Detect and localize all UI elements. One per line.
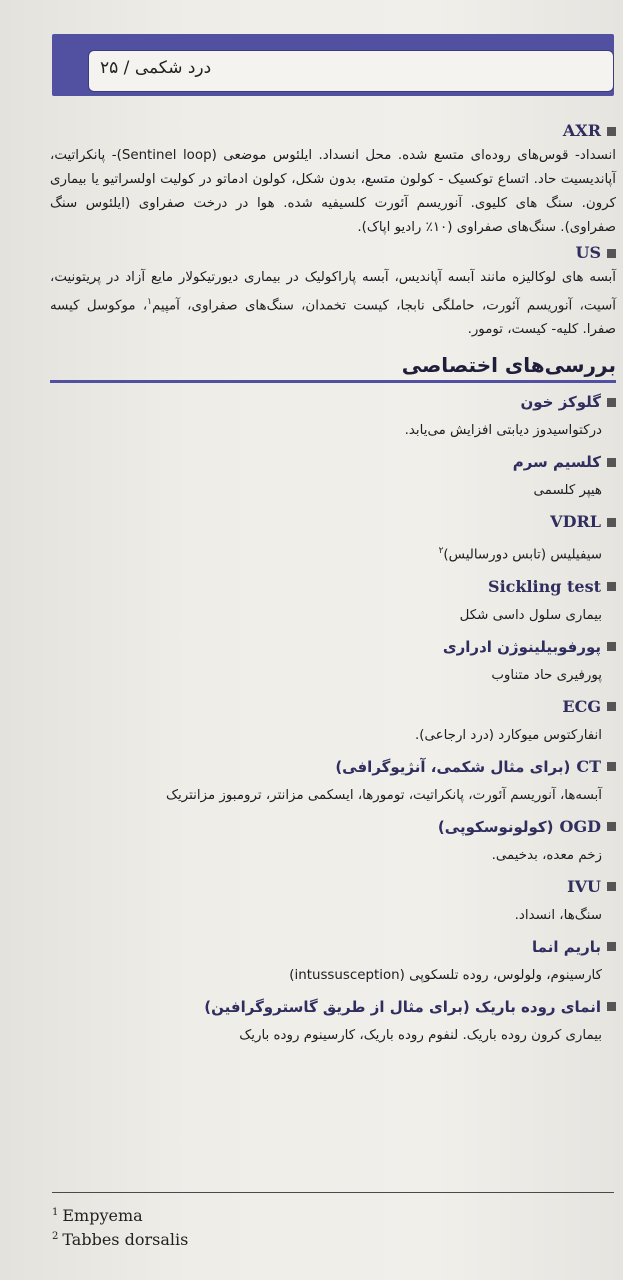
square-bullet-icon [607, 942, 616, 951]
item-heading [50, 814, 616, 840]
section-axr-label: AXR [562, 121, 601, 140]
item-text: پورفیری حاد متناوب [491, 667, 602, 683]
item-text: بیماری کرون روده باریک. لنفوم روده باریک، کارسینوم روده باریک [239, 1027, 602, 1043]
section-us-text [50, 266, 616, 342]
item-text: کارسینوم، ولولوس، روده تلسکوپی (intussusception) [289, 967, 602, 983]
footnote-divider [52, 1192, 614, 1193]
footnote-2 [52, 1230, 188, 1249]
item-label: IVU [567, 876, 601, 896]
list-item [50, 449, 616, 503]
item-heading [50, 874, 616, 900]
square-bullet-icon [607, 882, 616, 891]
list-item [50, 994, 616, 1048]
square-bullet-icon [607, 398, 616, 407]
item-label: پورفوبیلینوژن ادراری [442, 637, 601, 656]
us-text-after: ، موکوسل کیسه صفرا. کلیه- کیست، تومور. [50, 298, 616, 338]
item-heading [50, 934, 616, 960]
item-label: ECG [562, 696, 601, 716]
item-label-extra: (برای مثال شکمی، آنژیوگرافی) [335, 757, 571, 776]
item-label: کلسیم سرم [512, 453, 601, 472]
item-text: انفارکتوس میوکارد (درد ارجاعی). [414, 727, 602, 743]
footnote-text: Empyema [62, 1206, 143, 1225]
item-text: سنگ‌ها، انسداد. [514, 907, 602, 923]
item-label-extra: (کولونوسکوپی) [437, 817, 554, 836]
running-header [100, 58, 211, 78]
item-label: انمای روده باریک (برای مثال از طریق گاستروگرافین) [204, 997, 601, 1016]
square-bullet-icon [607, 458, 616, 467]
item-heading [50, 509, 616, 535]
square-bullet-icon [607, 702, 616, 711]
list-item [50, 874, 616, 928]
footnote-number: 2 [52, 1230, 59, 1242]
item-heading [50, 389, 616, 415]
section-axr-heading [50, 118, 616, 144]
item-label: باریم انما [532, 937, 601, 956]
square-bullet-icon [607, 762, 616, 771]
square-bullet-icon [607, 1002, 616, 1011]
square-bullet-icon [607, 518, 616, 527]
list-item [50, 509, 616, 567]
square-bullet-icon [607, 249, 616, 258]
item-heading [50, 574, 616, 600]
header-separator: / [123, 58, 130, 78]
item-label: VDRL [550, 512, 601, 532]
square-bullet-icon [607, 822, 616, 831]
header-chapter: درد شکمی [134, 58, 212, 78]
item-text: درکتواسیدوز دیابتی افزایش می‌یابد. [404, 423, 602, 439]
item-heading [50, 694, 616, 720]
square-bullet-icon [607, 642, 616, 651]
section-axr-text: انسداد- قوس‌های روده‌ای متسع شده. محل انسداد. ایلئوس موضعی (Sentinel loop)- پانکراتیت، آپاندیسیت حاد. اتساع توکسیک - کولون متسع، بدون شکل، کولون ادماتو در کولیت اولسراتیو یا بیماری کرون. سنگ های کلیوی. آنوریسم آئورت کلسیفیه شده. هوا در درخت صفراوی (ایلئوس سنگ صفراوی). سنگ‌های صفراوی (۱۰٪ رادیو اپاک). [50, 148, 616, 235]
section-us-label: US [575, 243, 601, 262]
us-text-before: آبسه های لوکالیزه مانند آبسه آپاندیس، آبسه پاراکولیک در بیماری دیورتیکولار مایع آزاد در پریتونیت، آسیت، آنوریسم آئورت، حاملگی نابجا، کیست تخمدان، سنگ‌های صفراوی، آمپیم [50, 270, 616, 314]
footnote-number: 1 [52, 1206, 59, 1218]
item-heading [50, 754, 616, 780]
title-underline [50, 380, 616, 383]
item-text: زخم معده، بدخیمی. [491, 847, 602, 863]
list-item [50, 574, 616, 628]
list-item [50, 934, 616, 988]
square-bullet-icon [607, 582, 616, 591]
page-content [50, 118, 616, 1054]
footnote-ref-1: ۱ [147, 297, 152, 307]
footnote-ref-2: ۲ [438, 546, 444, 557]
item-label: Sickling test [488, 576, 601, 596]
list-item [50, 754, 616, 808]
header-page-number: ۲۵ [100, 58, 119, 78]
list-item [50, 694, 616, 748]
list-item [50, 389, 616, 443]
footnote-text: Tabbes dorsalis [62, 1230, 189, 1249]
item-text [50, 539, 602, 567]
item-text: هیپر کلسمی [533, 483, 602, 499]
footnote-1 [52, 1206, 143, 1225]
square-bullet-icon [607, 127, 616, 136]
item-heading [50, 449, 616, 475]
special-investigations-title: بررسی‌های اختصاصی [401, 353, 616, 378]
item-label: گلوکز خون [520, 393, 601, 412]
list-item [50, 814, 616, 868]
item-text-main: سیفیلیس (تابس دورسالیس) [443, 547, 602, 563]
item-label: OGD [559, 816, 601, 836]
item-label: CT [576, 756, 601, 776]
section-us-heading [50, 240, 616, 266]
item-text: بیماری سلول داسی شکل [459, 607, 602, 623]
list-item [50, 634, 616, 688]
item-text: آبسه‌ها، آنوریسم آئورت، پانکراتیت، تومورها، ایسکمی مزانتر، ترومبوز مزانتریک [166, 787, 602, 803]
item-heading [50, 634, 616, 660]
item-heading [50, 994, 616, 1020]
